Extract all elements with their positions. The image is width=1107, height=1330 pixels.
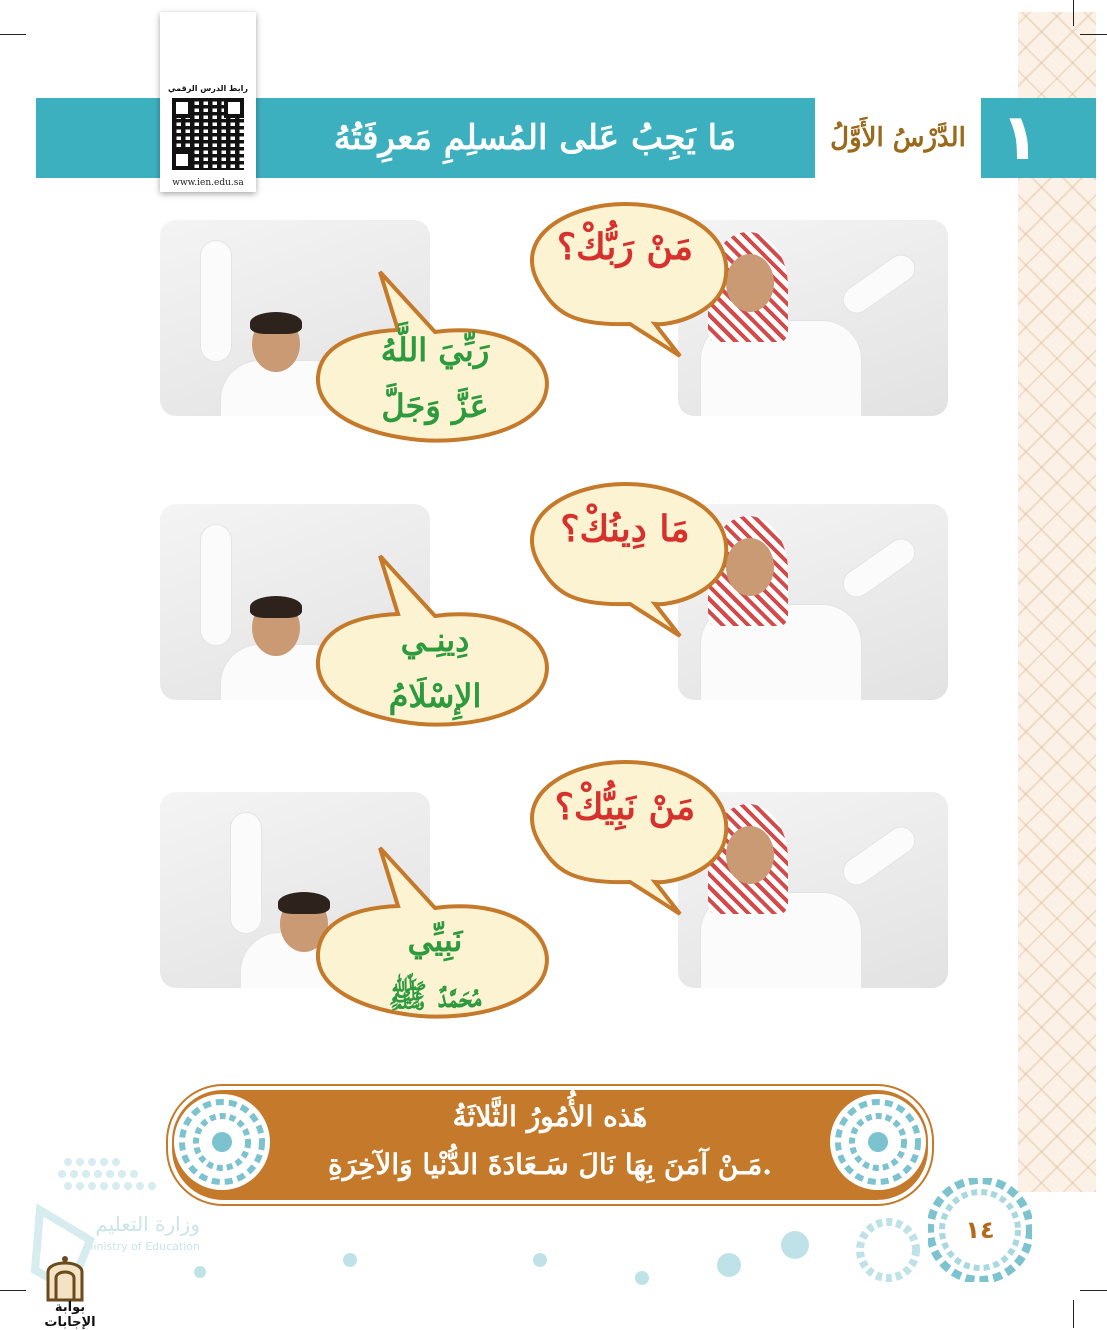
gate-label: بوابة الإجابات xyxy=(44,1300,96,1330)
decorative-dot-icon xyxy=(190,1262,210,1282)
crop-mark xyxy=(1073,0,1074,26)
answer-line: دِينِـي xyxy=(400,621,470,659)
qr-finder-icon xyxy=(172,150,192,170)
answer-line: مُحَمَّدٌ ﷺ xyxy=(388,977,482,1015)
lesson-title: مَا يَجِبُ عَلى المُسلِمِ مَعرِفَتُهُ xyxy=(333,118,737,158)
answer-line: عَزَّ وَجَلَّ xyxy=(381,387,489,425)
lesson-number: ١ xyxy=(1000,101,1040,175)
crop-mark xyxy=(1073,1300,1074,1328)
answer-text xyxy=(330,322,540,434)
decorative-dot-icon xyxy=(530,1250,550,1270)
qr-finder-icon xyxy=(224,98,244,118)
ministry-name-ar: وزارة التعليم xyxy=(95,1212,200,1236)
answer-text xyxy=(330,912,540,1024)
ministry-name-en: Ministry of Education xyxy=(83,1240,200,1253)
qr-url: www.ien.edu.sa xyxy=(172,178,244,188)
crop-mark xyxy=(1080,34,1107,35)
answer-text xyxy=(330,612,540,724)
qr-label: رابط الدرس الرقمي xyxy=(168,84,248,93)
banner-line: مَـنْ آمَنَ بِهَا نَالَ سَـعَادَةَ الدُّنْيا وَالآخِرَةِ. xyxy=(327,1148,773,1181)
answer-line: نَبِيِّي xyxy=(407,921,463,959)
rosette-icon xyxy=(826,1090,930,1194)
qr-finder-icon xyxy=(172,98,192,118)
decorative-dot-icon xyxy=(714,1250,744,1280)
decorative-side-pattern xyxy=(1018,12,1096,1192)
crop-mark xyxy=(0,1290,26,1291)
lesson-label: الدَّرْسُ الأَوَّلُ xyxy=(830,123,966,153)
qr-code-icon[interactable] xyxy=(172,98,244,170)
decorative-dot-icon xyxy=(340,1250,360,1270)
crop-mark xyxy=(0,34,26,35)
answer-line: الإِسْلَامُ xyxy=(388,677,482,715)
question-text: مَا دِينُكْ؟ xyxy=(560,508,690,550)
question-text: مَنْ نَبِيُّكْ؟ xyxy=(554,786,696,828)
question-text: مَنْ رَبُّكْ؟ xyxy=(556,226,694,268)
decorative-dot-icon xyxy=(632,1268,652,1288)
page-number: ١٤ xyxy=(952,1202,1008,1258)
answer-line: رَبِّيَ اللَّهُ xyxy=(380,331,490,369)
decorative-dot-icon xyxy=(778,1228,812,1262)
banner-line: هَذه الأُمُورُ الثَّلاثَةُ xyxy=(452,1100,648,1133)
decorative-dot-icon xyxy=(856,1218,920,1282)
crop-mark xyxy=(1080,1290,1107,1291)
gate-logo-icon xyxy=(44,1254,86,1302)
